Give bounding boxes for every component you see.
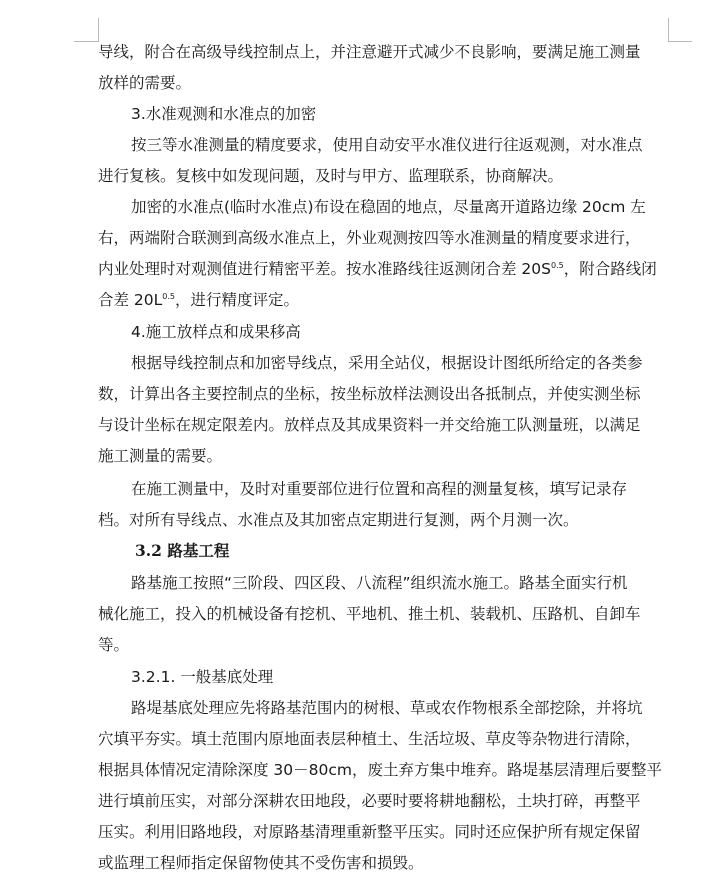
text-line: 按三等水准测量的精度要求，使用自动安平水准仪进行往返观测，对水准点 xyxy=(131,136,643,154)
text-line: 压实。利用旧路地段，对原路基清理重新整平压实。同时还应保护所有规定保留 xyxy=(98,823,641,841)
section-heading-bold: 3.2 路基工程 xyxy=(135,541,230,560)
superscript: 0.5 xyxy=(162,291,176,301)
text-line: 根据具体情况定清除深度 30－80cm，废土弃方集中堆弃。路堤基层清理后要整平 xyxy=(98,761,662,779)
text-line: 根据导线控制点和加密导线点，采用全站仪，根据设计图纸所给定的各类参 xyxy=(131,354,643,372)
text-line: 与设计坐标在规定限差内。放样点及其成果资料一并交给施工队测量班，以满足 xyxy=(98,416,641,434)
section-heading: 3.2.1. 一般基底处理 xyxy=(131,668,274,686)
text-line: 或监理工程师指定保留物使其不受伤害和损毁。 xyxy=(98,854,424,872)
section-heading: 3.水准观测和水准点的加密 xyxy=(131,105,317,123)
text-line: 右，两端附合联测到高级水准点上，外业观测按四等水准测量的精度要求进行， xyxy=(98,229,641,247)
text-line: 数，计算出各主要控制点的坐标，按坐标放样法测设出各抵制点，并使实测坐标 xyxy=(98,385,641,403)
text-line: 在施工测量中，及时对重要部位进行位置和高程的测量复核，填写记录存 xyxy=(131,480,628,498)
text-line: 放样的需要。 xyxy=(98,74,192,92)
text-line: 进行复核。复核中如发现问题，及时与甲方、监理联系，协商解决。 xyxy=(98,167,564,185)
section-heading: 4.施工放样点和成果移高 xyxy=(131,323,301,341)
crop-mark-top-right xyxy=(668,41,692,42)
text-line: 内业处理时对观测值进行精密平差。按水准路线往返测闭合差 $20S^{0.5}$，附合路线闭 xyxy=(98,260,657,278)
text-line: 路基施工按照“三阶段、四区段、八流程”组织流水施工。路基全面实行机 xyxy=(131,574,628,592)
crop-mark-top-left xyxy=(74,41,98,42)
text-line: 档。对所有导线点、水准点及其加密点定期进行复测，两个月测一次。 xyxy=(98,511,579,529)
text-line: 械化施工，投入的机械设备有挖机、平地机、推土机、装载机、压路机、自卸车 xyxy=(98,605,641,623)
text-line: 穴填平夯实。填土范围内原地面表层种植土、生活垃圾、草皮等杂物进行清除， xyxy=(98,730,641,748)
crop-mark-top-right xyxy=(668,18,669,42)
text-line: 路堤基底处理应先将路基范围内的树根、草或农作物根系全部挖除，并将坑 xyxy=(131,699,643,717)
superscript: 0.5 xyxy=(551,260,564,270)
text-line: 进行填前压实，对部分深耕农田地段，必要时要将耕地翻松，土块打碎，再整平 xyxy=(98,792,641,810)
text-line: 加密的水准点(临时水准点)布设在稳固的地点，尽量离开道路边缘 20cm 左 xyxy=(131,198,646,216)
text-line: 合差 $20L^{0.5}$，进行精度评定。 xyxy=(98,291,300,309)
text-line: 施工测量的需要。 xyxy=(98,447,223,465)
crop-mark-top-left xyxy=(98,18,99,42)
text-line: 导线，附合在高级导线控制点上，并注意避开式减少不良影响，要满足施工测量 xyxy=(98,43,641,61)
text-line: 等。 xyxy=(98,636,130,654)
